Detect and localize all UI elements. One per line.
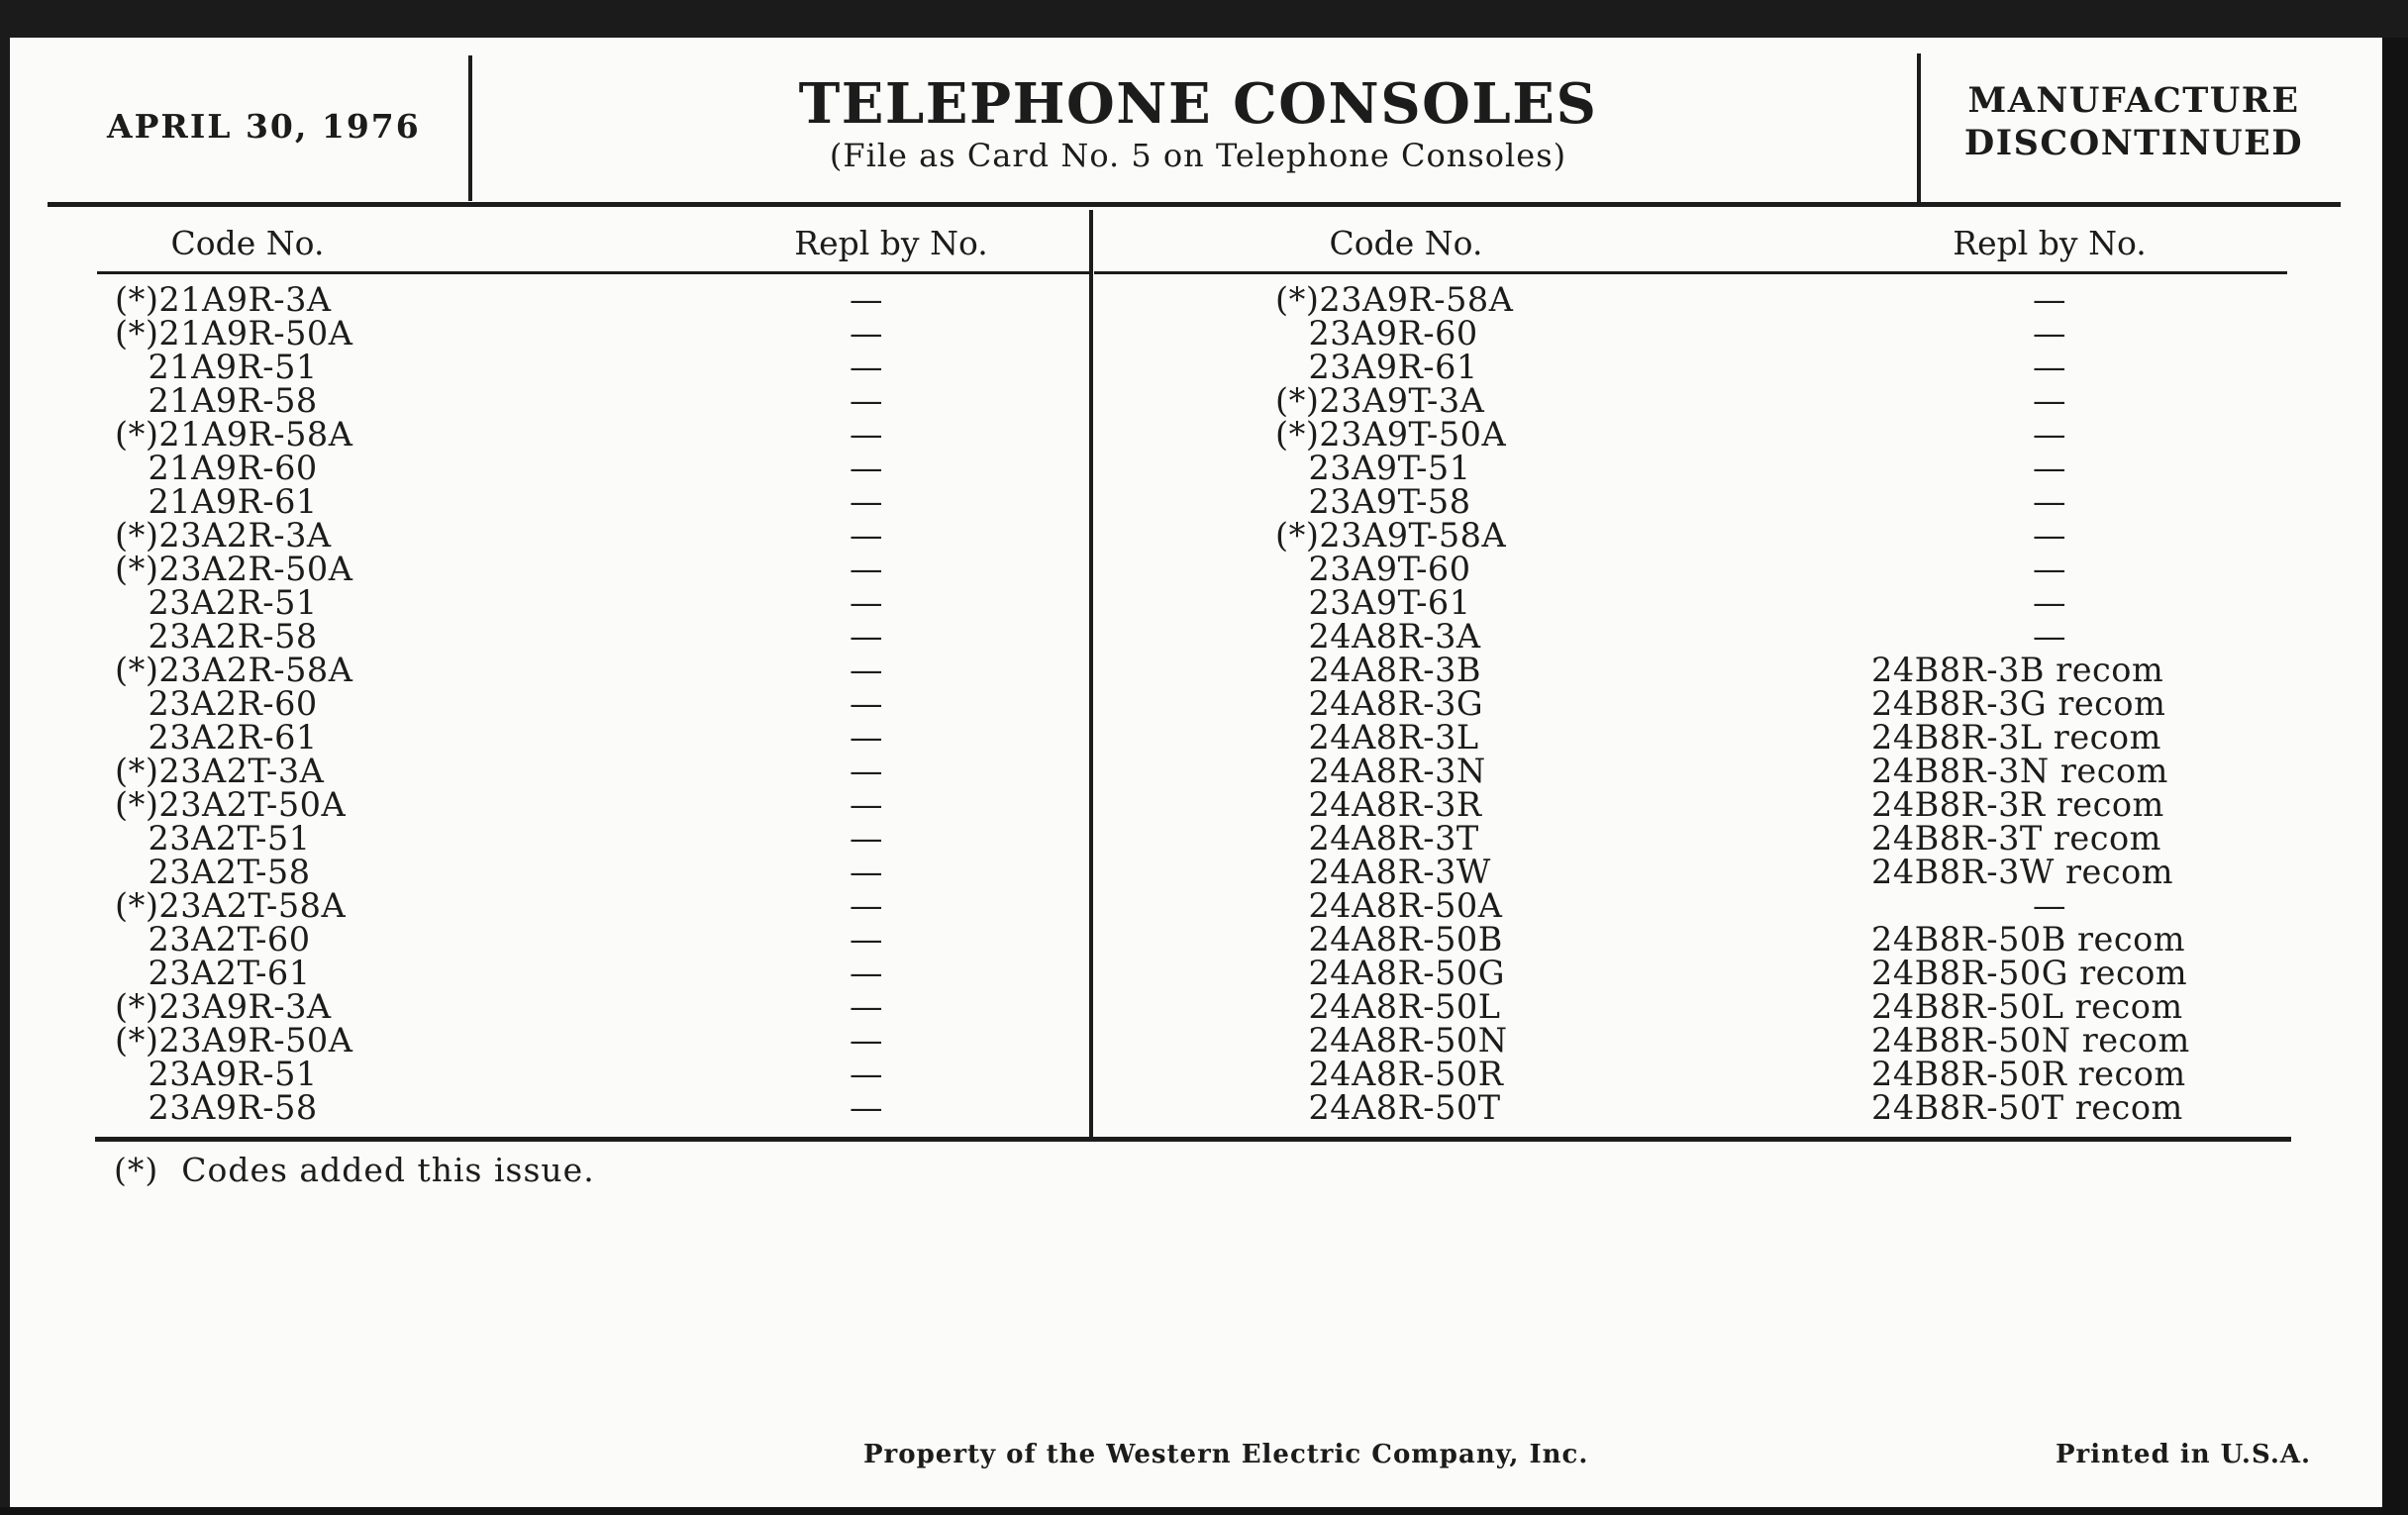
right-repl-cell: — [2033,280,2066,319]
left-repl-cell: — [850,987,883,1026]
right-code-cell: (*)23A9T-50A [1275,415,1507,454]
left-repl-cell: — [850,583,883,622]
right-repl-cell: 24B8R-3T recom [1871,819,2161,858]
left-code-cell: (*)23A2T-58A [115,886,347,925]
left-repl-cell: — [850,280,883,319]
left-code-cell: 23A2R-51 [115,583,318,622]
left-repl-cell: — [850,853,883,891]
right-code-column [1275,280,1691,1127]
right-repl-cell: 24B8R-50N recom [1871,1021,2190,1060]
right-code-cell: 24A8R-3T [1275,819,1479,858]
left-code-cell: 23A9R-58 [115,1088,318,1127]
left-code-cell: (*)23A2R-3A [115,516,332,555]
right-code-cell: 24A8R-3G [1275,684,1484,723]
left-repl-header: Repl by No. [794,224,988,262]
right-code-cell: 24A8R-50R [1275,1055,1504,1093]
property-notice: Property of the Western Electric Company, Inc. [863,1440,1589,1469]
right-code-cell: (*)23A9T-3A [1275,381,1485,420]
right-code-cell: 24A8R-50T [1275,1088,1501,1127]
left-code-column [115,280,531,1127]
left-repl-cell: — [850,886,883,925]
right-repl-cell: — [2033,348,2066,386]
page-title: TELEPHONE CONSOLES [798,71,1598,137]
right-code-cell: 24A8R-3B [1275,651,1482,689]
scan-edge-bottom [0,1507,2408,1515]
right-code-cell: 23A9R-60 [1275,314,1478,353]
right-code-cell: 24A8R-50N [1275,1021,1508,1060]
left-code-cell: 23A2T-58 [115,853,311,891]
right-repl-cell: 24B8R-3N recom [1871,752,2168,790]
right-repl-cell: 24B8R-3W recom [1871,853,2174,891]
right-code-cell: 24A8R-3R [1275,785,1482,824]
right-repl-cell: 24B8R-3B recom [1871,651,2164,689]
left-code-cell: 23A2R-61 [115,718,318,757]
left-code-cell: 23A2T-51 [115,819,311,858]
right-code-cell: 24A8R-50G [1275,954,1506,992]
left-code-cell: 23A9R-51 [115,1055,318,1093]
left-repl-cell: — [850,617,883,656]
right-repl-cell: — [2033,886,2066,925]
left-code-cell: (*)21A9R-50A [115,314,353,353]
left-code-cell: 21A9R-61 [115,482,318,521]
left-repl-cell: — [850,1055,883,1093]
right-repl-cell: 24B8R-50B recom [1871,920,2186,959]
left-code-cell: (*)23A9R-3A [115,987,332,1026]
left-code-cell: 23A2R-60 [115,684,318,723]
table-header-rule-right [1094,271,2287,274]
footnote: (*) Codes added this issue. [114,1151,595,1189]
right-code-cell: 23A9T-58 [1275,482,1471,521]
right-code-cell: 23A9T-60 [1275,550,1471,588]
right-repl-cell: 24B8R-3L recom [1871,718,2161,757]
right-code-cell: (*)23A9R-58A [1275,280,1514,319]
left-repl-cell: — [850,954,883,992]
status-line-2: DISCONTINUED [1963,123,2304,163]
right-code-cell: 24A8R-3L [1275,718,1479,757]
table-header-rule-left [97,271,1091,274]
left-code-cell: (*)23A2R-50A [115,550,353,588]
left-repl-cell: — [850,314,883,353]
right-repl-cell: — [2033,550,2066,588]
status-label [1921,79,2347,164]
right-repl-cell: 24B8R-3G recom [1871,684,2166,723]
page-subtitle: (File as Card No. 5 on Telephone Consoles) [829,137,1567,174]
left-repl-cell: — [850,785,883,824]
left-code-cell: 21A9R-60 [115,449,318,487]
right-code-cell: 24A8R-50L [1275,987,1501,1026]
right-code-cell: 24A8R-3N [1275,752,1486,790]
right-repl-cell: — [2033,449,2066,487]
left-code-cell: 21A9R-58 [115,381,318,420]
right-repl-column [1871,280,2228,1127]
right-repl-cell: — [2033,617,2066,656]
left-repl-cell: — [850,482,883,521]
scan-edge-right [2382,38,2408,1515]
right-code-cell: 24A8R-50A [1275,886,1503,925]
left-code-cell: 23A2T-61 [115,954,311,992]
header-rule [48,202,2341,207]
right-code-header: Code No. [1329,224,1483,262]
left-repl-cell: — [850,684,883,723]
left-repl-cell: — [850,381,883,420]
right-repl-cell: — [2033,415,2066,454]
right-code-cell: 24A8R-3W [1275,853,1491,891]
left-repl-cell: — [850,449,883,487]
left-repl-cell: — [850,819,883,858]
left-code-cell: 21A9R-51 [115,348,318,386]
left-repl-cell: — [850,348,883,386]
right-repl-header: Repl by No. [1953,224,2147,262]
left-code-cell: 23A2R-58 [115,617,318,656]
table-center-divider [1089,210,1093,1141]
left-repl-cell: — [850,1088,883,1127]
printed-notice: Printed in U.S.A. [2056,1440,2312,1469]
left-code-cell: 23A2T-60 [115,920,311,959]
left-repl-cell: — [850,415,883,454]
table-bottom-rule [95,1137,2291,1142]
left-code-cell: (*)21A9R-58A [115,415,353,454]
left-repl-cell: — [850,920,883,959]
right-code-cell: 24A8R-3A [1275,617,1481,656]
left-repl-cell: — [850,1021,883,1060]
right-code-cell: 23A9R-61 [1275,348,1478,386]
left-repl-column [822,280,911,1127]
right-repl-cell: 24B8R-50L recom [1871,987,2183,1026]
right-repl-cell: — [2033,381,2066,420]
right-code-cell: 23A9T-51 [1275,449,1471,487]
issue-date: APRIL 30, 1976 [107,107,421,146]
right-code-cell: 24A8R-50B [1275,920,1503,959]
left-code-header: Code No. [170,224,325,262]
right-repl-cell: — [2033,482,2066,521]
left-code-cell: (*)21A9R-3A [115,280,332,319]
left-repl-cell: — [850,752,883,790]
right-repl-cell: 24B8R-50G recom [1871,954,2188,992]
left-code-cell: (*)23A2R-58A [115,651,353,689]
right-repl-cell: 24B8R-3R recom [1871,785,2164,824]
right-repl-cell: 24B8R-50T recom [1871,1088,2183,1127]
left-code-cell: (*)23A2T-3A [115,752,325,790]
left-repl-cell: — [850,718,883,757]
left-repl-cell: — [850,516,883,555]
left-repl-cell: — [850,651,883,689]
left-code-cell: (*)23A9R-50A [115,1021,353,1060]
right-repl-cell: — [2033,516,2066,555]
right-code-cell: 23A9T-61 [1275,583,1471,622]
right-repl-cell: — [2033,314,2066,353]
header-divider-left [468,55,472,201]
right-repl-cell: 24B8R-50R recom [1871,1055,2186,1093]
left-code-cell: (*)23A2T-50A [115,785,347,824]
right-repl-cell: — [2033,583,2066,622]
right-code-cell: (*)23A9T-58A [1275,516,1507,555]
left-repl-cell: — [850,550,883,588]
status-line-1: MANUFACTURE [1967,80,2300,121]
